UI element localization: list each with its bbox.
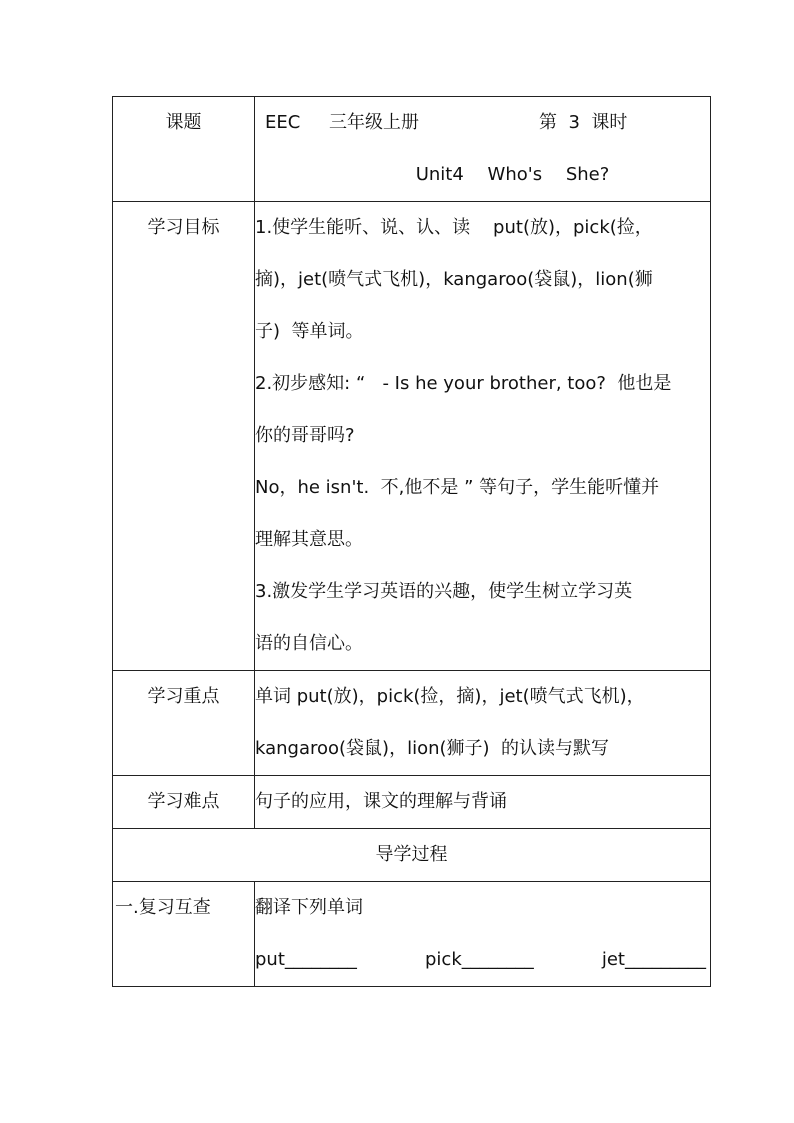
process-row [113,829,711,882]
unit-title-part: She? [565,164,610,185]
difficulties-label [113,776,255,829]
period-number: 第 3 课时 [539,112,628,133]
objective-line: 你的哥哥吗? [255,425,355,446]
course-name: EEC [265,112,301,133]
objective-line: 3.激发学生学习英语的兴趣，使学生树立学习英 [255,581,633,602]
review-label-text: 一.复习互查 [115,897,211,918]
review-instruction: 翻译下列单词 [255,897,363,918]
objective-line: 子) 等单词。 [255,321,364,342]
review-row [113,882,711,987]
blank-pick[interactable]: pick________ [425,949,534,970]
topic-label [113,97,255,202]
key-points-label [113,671,255,776]
blank-put[interactable]: put________ [255,949,357,970]
unit-title-part: Unit4 [415,164,464,185]
objective-line: No，he isn't. 不,他不是 ” 等句子，学生能听懂并 [255,477,660,498]
difficulties-text: 句子的应用，课文的理解与背诵 [255,791,507,812]
difficulties-content [255,776,711,829]
key-points-content [255,671,711,776]
key-points-row [113,671,711,776]
objectives-row [113,202,711,671]
review-content [255,882,711,987]
objectives-label [113,202,255,671]
objectives-content [255,202,711,671]
topic-label-text: 课题 [165,112,202,133]
topic-content [255,97,711,202]
key-points-label-text: 学习重点 [147,686,220,707]
process-title [113,829,711,882]
objective-line: 2.初步感知: “ - Is he your brother, too? 他也是 [255,373,672,394]
topic-meta [265,97,710,149]
review-label [113,882,255,987]
objective-line: 摘)，jet(喷气式飞机)，kangaroo(袋鼠)，lion(狮 [255,269,653,290]
unit-title-part: Who's [487,164,543,185]
translation-blanks [255,934,710,986]
objective-line: 1.使学生能听、说、认、读 put(放)，pick(捡， [255,217,653,238]
header-row [113,97,711,202]
objective-line: 理解其意思。 [255,529,363,550]
key-point-line: 单词 put(放)，pick(捡，摘)，jet(喷气式飞机)， [255,686,645,707]
process-title-text: 导学过程 [375,844,448,865]
objectives-label-text: 学习目标 [147,217,220,238]
lesson-plan-table [112,96,711,987]
grade-name: 三年级上册 [329,112,419,133]
difficulties-row [113,776,711,829]
blank-jet[interactable]: jet_________ [601,949,706,970]
key-point-line: kangaroo(袋鼠)，lion(狮子) 的认读与默写 [255,738,609,759]
objective-line: 语的自信心。 [255,633,363,654]
difficulties-label-text: 学习难点 [147,791,220,812]
unit-title [265,149,710,201]
